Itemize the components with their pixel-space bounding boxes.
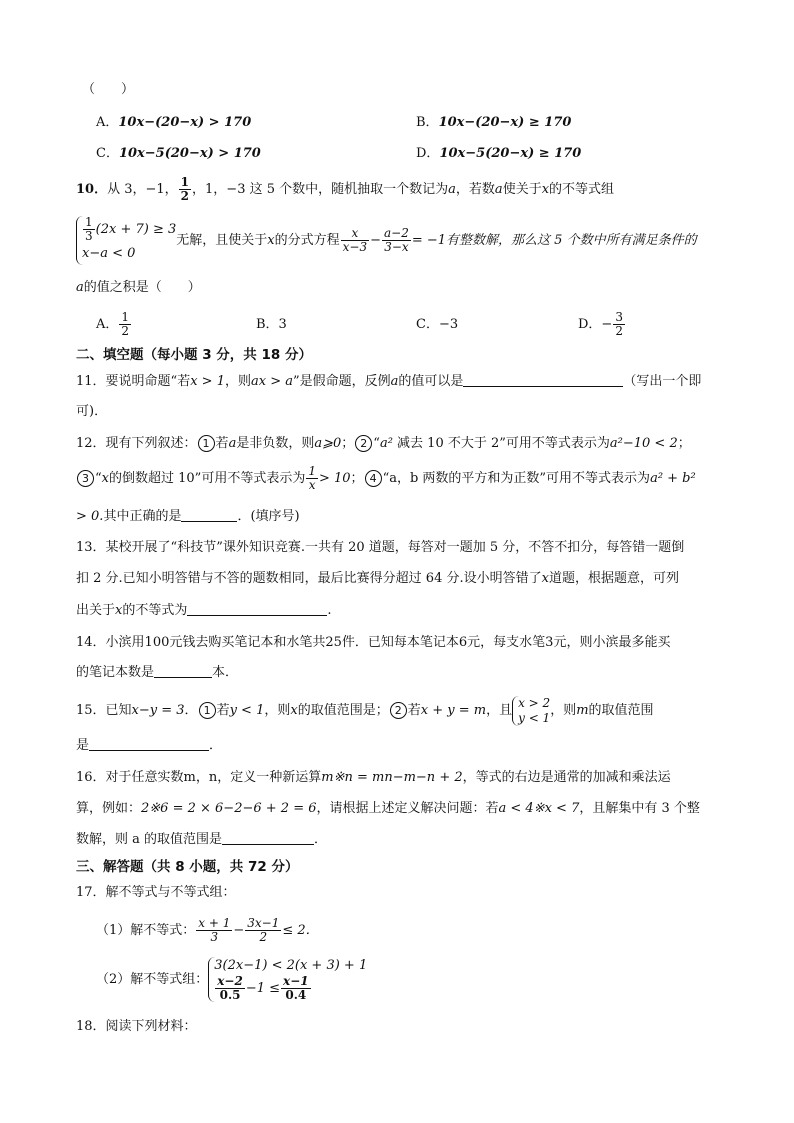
q13-line-1: 13．某校开展了“科技节”课外知识竞赛.一共有 20 道题，每答对一题加 5 分，不答不扣分，每答错一题倒 (76, 540, 685, 555)
q10-option-b[interactable]: B．3 (256, 317, 287, 332)
q16-line-2: 算，例如：2※6 = 2 × 6−2−6 + 2 = 6，请根据上述定义解决问题：若a < 4※x < 7，且解集中有 3 个整 (76, 801, 700, 816)
q16-answer-blank[interactable] (222, 830, 314, 845)
q15-line-2: 是 ． (76, 738, 223, 753)
q9-option-d[interactable]: D．10x−5(20−x) ≥ 170 (416, 146, 582, 161)
q10-line-1: 10．从 3，−1， $\frac{1}{2}$ ，1，−3 这 5 个数中，随机抽取一个数记为a，若数a使关于x的不等式组 (76, 175, 615, 203)
q13-answer-blank[interactable] (187, 601, 327, 616)
q9-option-b[interactable]: B．10x−(20−x) ≥ 170 (416, 115, 572, 130)
q12-line-3: > 0.其中正确的是 ．(填序号) (76, 509, 300, 524)
q9-option-c[interactable]: C．10x−5(20−x) > 170 (96, 146, 261, 161)
circled-number-1: 1 (198, 435, 215, 452)
q9-answer-paren: （ ） (82, 82, 135, 97)
q16-line-1: 16．对于任意实数m，n，定义一种新运算m※n = mn−m−n + 2，等式的右边是通常的加减和乘法运 (76, 770, 671, 785)
q15-inequality-system: x > 2 y < 1 (512, 696, 550, 726)
q11-line-2: 可)． (76, 404, 108, 419)
q13-line-2: 扣 2 分.已知小明答错与不答的题数相同，最后比赛得分超过 64 分.设小明答错了x道题，根据题意，可列 (76, 571, 679, 586)
circled-number-4: 4 (365, 470, 382, 487)
circled-number-1: 1 (199, 702, 216, 719)
q10-option-c[interactable]: C．−3 (416, 317, 459, 332)
fraction-x-over-x-minus-3: $\frac{x}{x-3}$ (342, 226, 368, 254)
circled-number-2: 2 (355, 435, 372, 452)
q18-title: 18．阅读下列材料： (76, 1019, 197, 1034)
section-heading-fill-in: 二、填空题（每小题 3 分，共 18 分） (76, 347, 312, 363)
q14-line-1: 14．小滨用100元钱去购买笔记本和水笔共25件．已知每本笔记本6元，每支水笔3元，则小滨最多能买 (76, 635, 671, 650)
q10-inequality-system: $\frac{1}{3}$ (2x + 7) ≥ 3 x−a < 0 (76, 216, 176, 265)
q15-line-1: 15．已知x−y = 3． 1 若y < 1，则x的取值范围是； 2 若x + y = m，且 x > 2 y < 1 ，则m的取值范围 (76, 695, 654, 725)
q17-part-2: （2）解不等式组： 3(2x−1) < 2(x + 3) + 1 $\frac{x-2}{0.5}$ −1 ≤ $\frac{x-1}{0.4}$ (96, 958, 368, 1002)
q11-line-1: 11．要说明命题“若x > 1，则ax > a”是假命题，反例a的值可以是 （写出一个即 (76, 374, 702, 389)
fraction-a-minus-2-over-3-minus-x: $\frac{a-2}{3-x}$ (384, 226, 409, 254)
q9-option-a[interactable]: A．10x−(20−x) > 170 (96, 115, 252, 130)
q10-option-d[interactable]: D．− $\frac{3}{2}$ (578, 310, 623, 338)
q12-answer-blank[interactable] (181, 507, 237, 522)
circled-number-2: 2 (390, 702, 407, 719)
fraction-one-half: $\frac{1}{2}$ (180, 175, 190, 203)
q10-line-2: $\frac{1}{3}$ (2x + 7) ≥ 3 x−a < 0 无解，且使关于x的分式方程 $\frac{x}{x-3}$ − $\frac{a-2}{3-x}$ = −1有整数解，那么这 5 个数中所有满足条件的 (76, 216, 697, 265)
q14-line-2: 的笔记本数是 本． (76, 665, 239, 680)
q12-line-2: 3 “x的倒数超过 10”可用不等式表示为 $\frac{1}{x}$ > 10； 4 “a，b 两数的平方和为正数”可用不等式表示为a² + b² (76, 464, 696, 494)
q17-part-1: （1）解不等式： $\frac{x + 1}{3}$ − $\frac{3x-1}{2}$ ≤ 2． (96, 916, 319, 944)
circled-number-3: 3 (77, 470, 94, 487)
q16-line-3: 数解，则 a 的取值范围是 ． (76, 832, 328, 847)
q17-title: 17．解不等式与不等式组： (76, 885, 236, 900)
section-heading-solutions: 三、解答题（共 8 小题，共 72 分） (76, 859, 299, 875)
q13-line-3: 出关于x的不等式为 . (76, 603, 332, 618)
q14-answer-blank[interactable] (154, 663, 212, 678)
q10-option-a[interactable]: A． $\frac{1}{2}$ (96, 310, 130, 338)
q11-answer-blank[interactable] (463, 372, 623, 387)
q12-line-1: 12．现有下列叙述： 1 若a是非负数，则a⩾0； 2 “a² 减去 10 不大于 2”可用不等式表示为a²−10 < 2； (76, 436, 691, 451)
q15-answer-blank[interactable] (89, 736, 209, 751)
q17-inequality-system: 3(2x−1) < 2(x + 3) + 1 $\frac{x-2}{0.5}$ −1 ≤ $\frac{x-1}{0.4}$ (208, 957, 367, 1002)
q10-line-3: a的值之积是（ ） (76, 280, 201, 295)
